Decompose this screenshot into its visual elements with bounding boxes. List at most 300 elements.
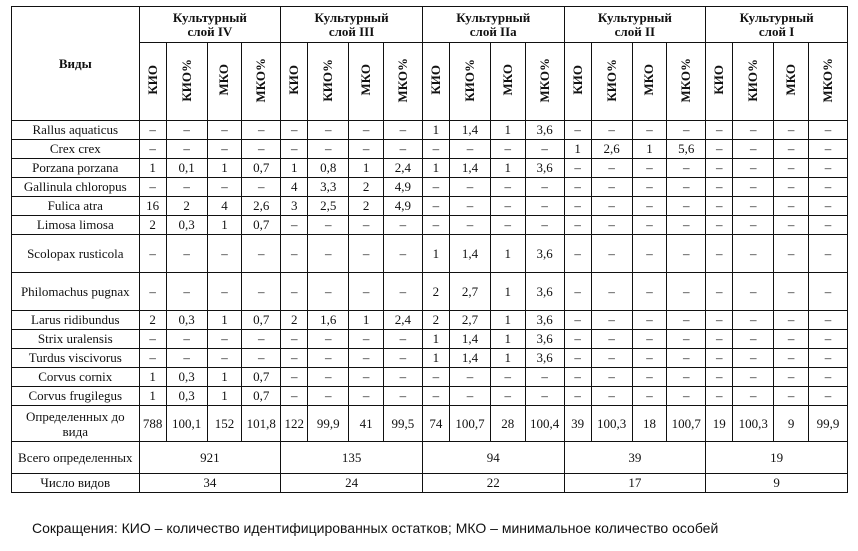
table-cell: – xyxy=(667,178,706,197)
table-cell: – xyxy=(449,368,490,387)
determined-cell: 18 xyxy=(632,406,667,442)
table-cell: – xyxy=(667,330,706,349)
table-cell: 1,4 xyxy=(449,121,490,140)
table-cell: – xyxy=(564,197,591,216)
table-cell: 1 xyxy=(207,311,242,330)
subcol-header: МКО xyxy=(207,43,242,121)
table-cell: 3,6 xyxy=(525,159,564,178)
table-cell: – xyxy=(706,273,733,311)
table-cell: – xyxy=(591,235,632,273)
table-cell: – xyxy=(349,387,384,406)
table-cell: 1 xyxy=(632,140,667,159)
table-cell: – xyxy=(808,216,847,235)
table-body xyxy=(12,121,848,493)
table-cell: – xyxy=(564,178,591,197)
table-cell: 3,6 xyxy=(525,235,564,273)
table-cell: – xyxy=(139,273,166,311)
table-cell: – xyxy=(349,349,384,368)
footnote: Сокращения: КИО – количество идентифицированных остатков; МКО – минимальное количество особей xyxy=(32,520,719,536)
table-cell: – xyxy=(242,140,281,159)
species-name: Larus ridibundus xyxy=(12,311,140,330)
table-cell: – xyxy=(808,311,847,330)
table-cell: – xyxy=(667,216,706,235)
species-name: Limosa limosa xyxy=(12,216,140,235)
layer-header-i: Культурный слой I xyxy=(706,7,848,43)
table-cell: – xyxy=(308,216,349,235)
table-cell: 4,9 xyxy=(383,197,422,216)
species-name: Philomachus pugnax xyxy=(12,273,140,311)
table-cell: – xyxy=(564,121,591,140)
table-cell: 1,4 xyxy=(449,159,490,178)
total-value: 94 xyxy=(422,442,564,474)
table-cell: 1 xyxy=(207,159,242,178)
species-name: Gallinula chloropus xyxy=(12,178,140,197)
table-cell: – xyxy=(733,387,774,406)
table-cell: – xyxy=(564,216,591,235)
table-row xyxy=(12,216,848,235)
table-cell: – xyxy=(733,159,774,178)
table-cell: 2 xyxy=(422,273,449,311)
table-cell: – xyxy=(706,197,733,216)
table-cell: – xyxy=(242,178,281,197)
table-cell: – xyxy=(706,330,733,349)
table-cell: – xyxy=(207,140,242,159)
table-cell: 1 xyxy=(349,311,384,330)
table-cell: – xyxy=(564,311,591,330)
table-cell: – xyxy=(139,121,166,140)
table-cell: – xyxy=(422,216,449,235)
table-cell: 1 xyxy=(422,159,449,178)
table-cell: 0,7 xyxy=(242,387,281,406)
table-row xyxy=(12,387,848,406)
table-row xyxy=(12,368,848,387)
table-cell: 1 xyxy=(491,349,526,368)
determined-cell: 9 xyxy=(774,406,809,442)
table-cell: 2 xyxy=(139,311,166,330)
table-cell: 3,6 xyxy=(525,349,564,368)
table-cell: – xyxy=(808,121,847,140)
determined-cell: 99,5 xyxy=(383,406,422,442)
table-row xyxy=(12,311,848,330)
subcol-header: КИО xyxy=(281,43,308,121)
table-cell: – xyxy=(281,368,308,387)
table-cell: – xyxy=(449,197,490,216)
table-row xyxy=(12,235,848,273)
table-row xyxy=(12,178,848,197)
table-cell: 1 xyxy=(491,311,526,330)
table-cell: – xyxy=(242,121,281,140)
table-cell: 2,5 xyxy=(308,197,349,216)
determined-cell: 100,3 xyxy=(591,406,632,442)
table-cell: – xyxy=(774,159,809,178)
table-cell: – xyxy=(808,273,847,311)
table-cell: – xyxy=(139,178,166,197)
species-name: Corvus cornix xyxy=(12,368,140,387)
table-cell: – xyxy=(733,273,774,311)
species-name: Strix uralensis xyxy=(12,330,140,349)
table-cell: – xyxy=(242,273,281,311)
subcol-header: МКО xyxy=(774,43,809,121)
subcol-header: КИО% xyxy=(449,43,490,121)
table-cell: – xyxy=(281,121,308,140)
table-cell: – xyxy=(383,216,422,235)
table-cell: – xyxy=(449,140,490,159)
table-cell: – xyxy=(383,368,422,387)
subcol-header: КИО% xyxy=(166,43,207,121)
table-cell: – xyxy=(383,140,422,159)
table-cell: – xyxy=(166,330,207,349)
table-cell: – xyxy=(308,387,349,406)
table-cell: – xyxy=(706,235,733,273)
table-cell: – xyxy=(449,178,490,197)
table-cell: – xyxy=(733,197,774,216)
table-row xyxy=(12,349,848,368)
subcol-header: КИО xyxy=(422,43,449,121)
layer-header-iia: Культурный слой IIa xyxy=(422,7,564,43)
table-cell: 1 xyxy=(139,387,166,406)
table-cell: – xyxy=(349,368,384,387)
species-count-row xyxy=(12,474,848,493)
table-cell: – xyxy=(706,311,733,330)
table-cell: – xyxy=(667,273,706,311)
table-cell: – xyxy=(491,140,526,159)
subcol-header: КИО xyxy=(564,43,591,121)
table-cell: – xyxy=(308,330,349,349)
table-cell: – xyxy=(808,368,847,387)
table-cell: – xyxy=(308,235,349,273)
table-cell: 3,6 xyxy=(525,311,564,330)
table-cell: – xyxy=(632,235,667,273)
table-cell: 2,7 xyxy=(449,273,490,311)
table-cell: – xyxy=(632,387,667,406)
table-cell: 1 xyxy=(349,159,384,178)
table-cell: – xyxy=(564,235,591,273)
table-cell: 1 xyxy=(491,121,526,140)
table-cell: 3,3 xyxy=(308,178,349,197)
determined-cell: 101,8 xyxy=(242,406,281,442)
table-cell: – xyxy=(706,121,733,140)
table-cell: 1 xyxy=(491,330,526,349)
table-cell: – xyxy=(207,121,242,140)
table-cell: – xyxy=(774,235,809,273)
table-cell: – xyxy=(808,330,847,349)
subcol-header: МКО% xyxy=(383,43,422,121)
determined-cell: 74 xyxy=(422,406,449,442)
determined-cell: 122 xyxy=(281,406,308,442)
table-cell: – xyxy=(564,387,591,406)
table-cell: – xyxy=(383,387,422,406)
table-cell: – xyxy=(383,330,422,349)
table-cell: – xyxy=(564,330,591,349)
species-count-value: 22 xyxy=(422,474,564,493)
table-cell: 4 xyxy=(281,178,308,197)
species-name: Turdus viscivorus xyxy=(12,349,140,368)
table-cell: – xyxy=(591,330,632,349)
table-cell: – xyxy=(525,387,564,406)
determined-cell: 788 xyxy=(139,406,166,442)
table-cell: – xyxy=(308,368,349,387)
table-cell: – xyxy=(632,311,667,330)
table-cell: 1 xyxy=(564,140,591,159)
table-cell: – xyxy=(383,349,422,368)
total-row xyxy=(12,442,848,474)
table-cell: – xyxy=(349,330,384,349)
determined-row xyxy=(12,406,848,442)
table-cell: – xyxy=(564,368,591,387)
species-name: Corvus frugilegus xyxy=(12,387,140,406)
table-cell: – xyxy=(808,140,847,159)
total-value: 19 xyxy=(706,442,848,474)
table-cell: – xyxy=(308,140,349,159)
table-cell: 1,4 xyxy=(449,235,490,273)
table-cell: – xyxy=(166,273,207,311)
species-count-value: 9 xyxy=(706,474,848,493)
table-cell: – xyxy=(632,216,667,235)
table-cell: – xyxy=(706,349,733,368)
table-cell: – xyxy=(349,216,384,235)
table-cell: 2,7 xyxy=(449,311,490,330)
subcol-header: КИО xyxy=(706,43,733,121)
table-cell: – xyxy=(564,159,591,178)
table-cell: 2 xyxy=(166,197,207,216)
subcol-header: КИО% xyxy=(591,43,632,121)
table-cell: 0,7 xyxy=(242,216,281,235)
table-cell: – xyxy=(281,140,308,159)
table-cell: – xyxy=(207,349,242,368)
table-cell: – xyxy=(491,178,526,197)
table-cell: – xyxy=(706,178,733,197)
table-cell: 2,4 xyxy=(383,159,422,178)
table-cell: – xyxy=(525,178,564,197)
subcol-header: МКО% xyxy=(242,43,281,121)
determined-cell: 100,7 xyxy=(449,406,490,442)
table-cell: 1 xyxy=(422,121,449,140)
table-cell: – xyxy=(207,178,242,197)
table-row xyxy=(12,159,848,178)
table-cell: – xyxy=(632,121,667,140)
table-cell: – xyxy=(525,216,564,235)
table-cell: – xyxy=(667,311,706,330)
table-cell: – xyxy=(774,349,809,368)
subcol-header: МКО xyxy=(491,43,526,121)
species-name: Rallus aquaticus xyxy=(12,121,140,140)
table-cell: – xyxy=(139,330,166,349)
table-cell: – xyxy=(667,235,706,273)
table-cell: – xyxy=(449,387,490,406)
table-cell: 3,6 xyxy=(525,330,564,349)
table-cell: – xyxy=(808,349,847,368)
table-cell: – xyxy=(422,178,449,197)
table-cell: – xyxy=(667,387,706,406)
table-cell: 2 xyxy=(422,311,449,330)
determined-cell: 100,1 xyxy=(166,406,207,442)
table-cell: – xyxy=(525,140,564,159)
table-cell: – xyxy=(591,178,632,197)
table-cell: 0,3 xyxy=(166,216,207,235)
table-cell: 0,7 xyxy=(242,159,281,178)
table-cell: – xyxy=(349,273,384,311)
table-cell: – xyxy=(281,235,308,273)
table-cell: 4,9 xyxy=(383,178,422,197)
table-cell: 2 xyxy=(349,178,384,197)
layer-header-ii: Культурный слой II xyxy=(564,7,706,43)
table-cell: 3,6 xyxy=(525,273,564,311)
layer-header-iv: Культурный слой IV xyxy=(139,7,281,43)
species-name: Porzana porzana xyxy=(12,159,140,178)
table-cell: – xyxy=(706,140,733,159)
table-cell: – xyxy=(706,159,733,178)
table-cell: – xyxy=(591,387,632,406)
total-label: Всего определенных xyxy=(12,442,140,474)
determined-cell: 39 xyxy=(564,406,591,442)
table-cell: – xyxy=(733,311,774,330)
table-cell: 1 xyxy=(491,235,526,273)
table-cell: – xyxy=(207,330,242,349)
subcol-header: МКО% xyxy=(525,43,564,121)
table-cell: – xyxy=(242,349,281,368)
table-cell: – xyxy=(383,121,422,140)
table-cell: – xyxy=(774,197,809,216)
table-cell: – xyxy=(667,159,706,178)
species-name: Scolopax rusticola xyxy=(12,235,140,273)
table-cell: – xyxy=(491,216,526,235)
determined-cell: 100,7 xyxy=(667,406,706,442)
table-cell: – xyxy=(383,273,422,311)
table-cell: – xyxy=(774,387,809,406)
table-cell: – xyxy=(591,368,632,387)
table-cell: – xyxy=(525,197,564,216)
table-row xyxy=(12,273,848,311)
table-cell: – xyxy=(591,311,632,330)
table-cell: – xyxy=(308,121,349,140)
table-cell: – xyxy=(349,121,384,140)
table-cell: – xyxy=(808,235,847,273)
table-cell: 1 xyxy=(207,216,242,235)
table-cell: – xyxy=(591,197,632,216)
table-cell: 2 xyxy=(349,197,384,216)
table-cell: – xyxy=(564,273,591,311)
subcol-header: МКО xyxy=(632,43,667,121)
table-cell: 1 xyxy=(139,159,166,178)
table-cell: – xyxy=(422,387,449,406)
table-cell: – xyxy=(349,235,384,273)
subcol-header: МКО% xyxy=(667,43,706,121)
table-cell: 1 xyxy=(207,387,242,406)
table-cell: 1 xyxy=(422,330,449,349)
table-cell: – xyxy=(706,216,733,235)
table-cell: 1 xyxy=(207,368,242,387)
table-cell: – xyxy=(632,159,667,178)
determined-cell: 28 xyxy=(491,406,526,442)
determined-cell: 99,9 xyxy=(308,406,349,442)
table-cell: 1 xyxy=(281,159,308,178)
table-row xyxy=(12,330,848,349)
table-cell: 16 xyxy=(139,197,166,216)
subcol-header: КИО% xyxy=(308,43,349,121)
table-cell: – xyxy=(564,349,591,368)
species-count-label: Число видов xyxy=(12,474,140,493)
table-cell: – xyxy=(733,368,774,387)
table-cell: – xyxy=(774,121,809,140)
table-cell: – xyxy=(281,273,308,311)
table-cell: – xyxy=(139,140,166,159)
species-column-header: Виды xyxy=(12,7,140,121)
table-cell: 1,6 xyxy=(308,311,349,330)
table-cell: – xyxy=(281,349,308,368)
table-cell: – xyxy=(308,273,349,311)
table-cell: – xyxy=(733,140,774,159)
layer-header-iii: Культурный слой III xyxy=(281,7,423,43)
table-cell: 2 xyxy=(281,311,308,330)
total-value: 39 xyxy=(564,442,706,474)
determined-cell: 19 xyxy=(706,406,733,442)
table-cell: 3 xyxy=(281,197,308,216)
subcol-header: КИО% xyxy=(733,43,774,121)
table-cell: – xyxy=(774,368,809,387)
table-cell: 1 xyxy=(491,159,526,178)
table-cell: – xyxy=(166,235,207,273)
table-cell: – xyxy=(774,330,809,349)
table-cell: – xyxy=(591,349,632,368)
determined-cell: 100,3 xyxy=(733,406,774,442)
table-cell: 2,6 xyxy=(242,197,281,216)
table-cell: 1,4 xyxy=(449,330,490,349)
table-cell: – xyxy=(281,330,308,349)
table-cell: – xyxy=(733,216,774,235)
species-count-value: 24 xyxy=(281,474,423,493)
subcol-header: МКО xyxy=(349,43,384,121)
subcol-header: КИО xyxy=(139,43,166,121)
table-cell: – xyxy=(591,216,632,235)
table-cell: – xyxy=(491,368,526,387)
table-cell: – xyxy=(591,159,632,178)
table-cell: – xyxy=(281,216,308,235)
table-cell: – xyxy=(525,368,564,387)
determined-label: Определенных до вида xyxy=(12,406,140,442)
table-cell: 0,3 xyxy=(166,311,207,330)
table-cell: – xyxy=(166,121,207,140)
table-cell: – xyxy=(166,349,207,368)
table-cell: – xyxy=(491,387,526,406)
table-cell: 1 xyxy=(422,235,449,273)
table-cell: 4 xyxy=(207,197,242,216)
table-cell: – xyxy=(774,178,809,197)
table-cell: – xyxy=(733,178,774,197)
table-cell: – xyxy=(667,368,706,387)
species-count-value: 34 xyxy=(139,474,281,493)
table-cell: – xyxy=(242,235,281,273)
table-row xyxy=(12,140,848,159)
table-row xyxy=(12,121,848,140)
table-cell: 1 xyxy=(139,368,166,387)
table-cell: – xyxy=(632,330,667,349)
table-row xyxy=(12,197,848,216)
table-cell: – xyxy=(733,330,774,349)
table-cell: – xyxy=(706,387,733,406)
table-cell: – xyxy=(632,197,667,216)
species-name: Fulica atra xyxy=(12,197,140,216)
table-cell: – xyxy=(308,349,349,368)
table-cell: – xyxy=(422,197,449,216)
table-cell: – xyxy=(139,235,166,273)
table-cell: – xyxy=(349,140,384,159)
species-table xyxy=(11,6,848,493)
table-cell: – xyxy=(733,349,774,368)
table-cell: – xyxy=(449,216,490,235)
species-name: Crex crex xyxy=(12,140,140,159)
table-cell: 1 xyxy=(491,273,526,311)
total-value: 135 xyxy=(281,442,423,474)
